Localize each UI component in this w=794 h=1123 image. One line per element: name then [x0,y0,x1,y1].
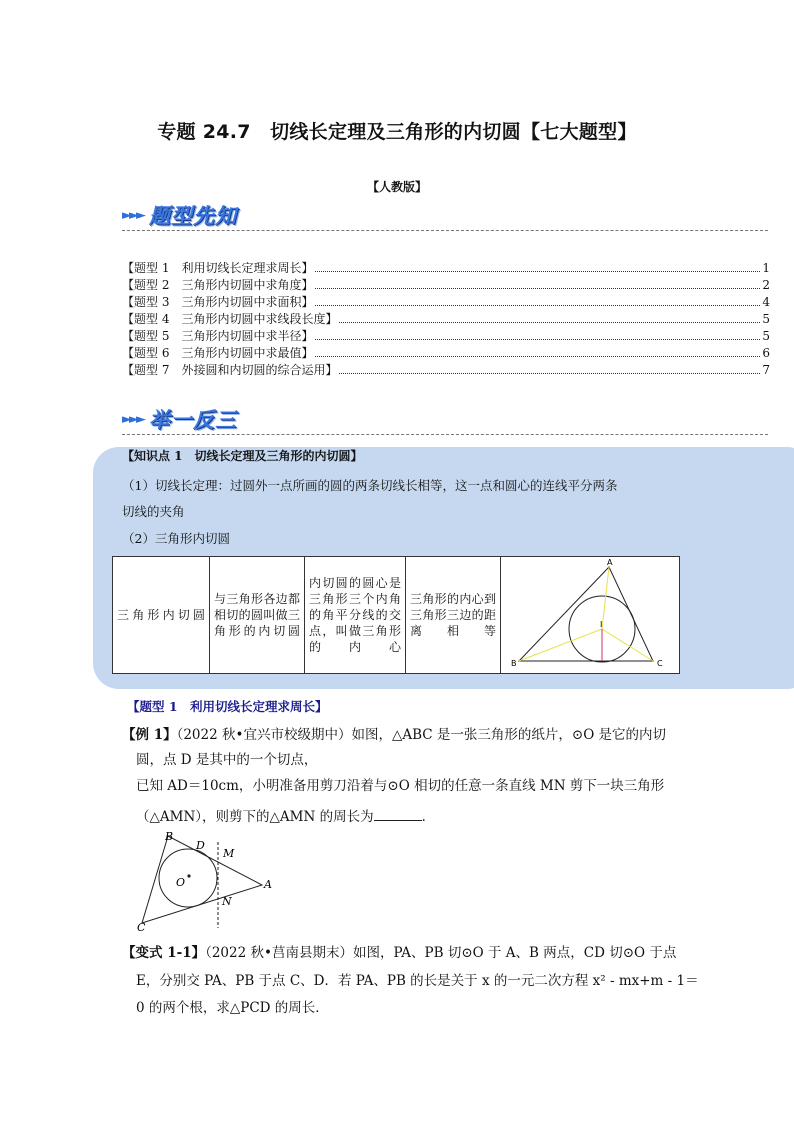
example-line: 已知 AD＝10cm，小明准备用剪刀沿着与⊙O 相切的任意一条直线 MN 剪下一块三角形 [136,778,665,794]
table-cell: 三角形的内心到三角形三边的距离相等 [406,557,501,674]
page-title: 专题 24.7 切线长定理及三角形的内切圆【七大题型】 [157,121,637,143]
variant-text: （2022 秋•莒南县期末）如图，PA、PB 切⊙O 于 A、B 两点，CD 切⊙O 于点 [205,945,677,961]
toc-entry[interactable]: 【题型 6 三角形内切圆中求最值】 6 [122,346,770,360]
edition-label: 【人教版】 [366,180,427,194]
toc-entry[interactable]: 【题型 4 三角形内切圆中求线段长度】 5 [122,312,770,326]
vertex-label: A [607,558,613,567]
practice-banner-text: 举一反三 [149,408,237,432]
toc-page-number: 7 [762,363,770,377]
leader-dots [315,287,760,289]
toc-entry[interactable]: 【题型 2 三角形内切圆中求角度】 2 [122,278,770,292]
divider [122,434,768,435]
point-label: C [137,921,146,934]
toc-page-number: 5 [762,312,770,326]
toc-entry[interactable]: 【题型 1 利用切线长定理求周长】 1 [122,261,770,275]
leader-dots [339,372,760,374]
table-cell: 与三角形各边都相切的圆叫做三角形的内切圆 [210,557,305,674]
toc-banner-text: 题型先知 [149,204,237,228]
answer-blank[interactable] [374,820,422,821]
knowledge-title: 【知识点 1 切线长定理及三角形的内切圆】 [122,449,363,463]
table-of-contents [122,260,770,379]
knowledge-text: 切线的夹角 [122,504,185,519]
toc-page-number: 6 [762,346,770,360]
leader-dots [315,338,760,340]
example-label: 【例 1】 [122,727,177,743]
toc-page-number: 4 [762,295,770,309]
vertex-label: B [511,659,517,668]
incircle-figure-cell [501,557,680,674]
toc-entry[interactable]: 【题型 3 三角形内切圆中求面积】 4 [122,295,770,309]
point-label: N [222,895,232,908]
toc-banner [122,200,237,230]
incircle-table [112,556,680,674]
point-label: O [176,876,186,889]
practice-banner [122,404,237,434]
triple-arrow-icon: ►►► [122,411,143,427]
point-label: B [165,830,174,843]
point-label: D [196,839,205,852]
triple-arrow-icon: ►►► [122,207,143,223]
leader-dots [315,355,760,357]
knowledge-text: （1）切线长定理：过圆外一点所画的圆的两条切线长相等，这一点和圆心的连线平分两条 [122,478,618,493]
toc-page-number: 1 [762,261,770,275]
point-label: M [223,847,235,860]
point-label: A [264,878,272,891]
table-cell: 三角形内切圆 [113,557,210,674]
variant-line [122,941,676,961]
vertex-label: C [657,659,663,668]
table-cell: 内切圆的圆心是三角形三个内角的角平分线的交点，叫做三角形的内心 [305,557,406,674]
toc-entry[interactable]: 【题型 7 外接圆和内切圆的综合运用】 7 [122,363,770,377]
example-line: 圆，点 D 是其中的一个切点， [136,752,318,768]
example-line [122,723,666,743]
toc-page-number: 5 [762,329,770,343]
leader-dots [339,321,760,323]
example-line: （△AMN），则剪下的△AMN 的周长为 ． [136,809,436,825]
example-text: （△AMN），则剪下的△AMN 的周长为 [136,809,374,825]
toc-entry[interactable]: 【题型 5 三角形内切圆中求半径】 5 [122,329,770,343]
leader-dots [315,304,760,306]
divider [122,230,768,231]
incenter-label: I [600,620,603,629]
incircle-diagram [501,557,679,669]
knowledge-text: （2）三角形内切圆 [122,531,230,546]
toc-page-number: 2 [762,278,770,292]
variant-label: 【变式 1-1】 [122,945,206,961]
leader-dots [315,270,760,272]
variant-line: 0 的两个根，求△PCD 的周长． [136,1000,329,1016]
variant-line: E，分别交 PA、PB 于点 C、D．若 PA、PB 的长是关于 x 的一元二次方程 x² - mx+m - 1＝ [136,973,699,989]
example-text: （2022 秋•宜兴市校级期中）如图，△ABC 是一张三角形的纸片，⊙O 是它的内切 [176,727,667,743]
section-title: 【题型 1 利用切线长定理求周长】 [127,699,328,714]
example-figure [130,828,280,934]
